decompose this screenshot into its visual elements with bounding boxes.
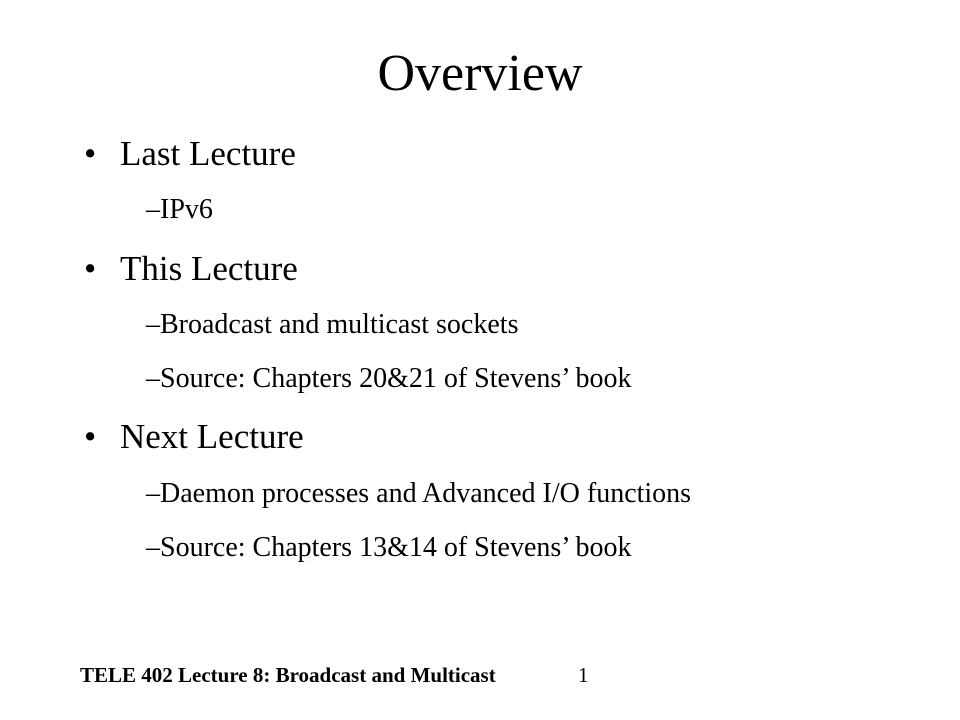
bullet-text: Next Lecture [120,417,304,456]
sub-item-text: Broadcast and multicast sockets [160,309,519,340]
sub-item-text: Source: Chapters 20&21 of Stevens’ book [160,363,632,394]
bullet-last-lecture [84,133,296,175]
dash-icon: – [146,194,160,225]
page-number: 1 [578,663,589,687]
sub-item-text: Source: Chapters 13&14 of Stevens’ book [160,532,632,563]
dash-icon: – [146,309,160,340]
sub-item-daemon [146,477,691,511]
sub-item-broadcast-multicast [146,308,518,342]
bullet-text: This Lecture [120,249,298,288]
bullet-icon: • [84,417,97,456]
bullet-icon: • [84,134,97,173]
bullet-text: Last Lecture [120,134,296,173]
sub-item-source-13-14 [146,531,632,565]
bullet-icon: • [84,249,97,288]
sub-item-text: Daemon processes and Advanced I/O functions [160,478,692,509]
bullet-next-lecture [84,416,304,458]
dash-icon: – [146,478,160,509]
dash-icon: – [146,532,160,563]
slide-title: Overview [377,45,583,102]
bullet-this-lecture [84,248,298,290]
sub-item-ipv6 [146,193,213,227]
sub-item-source-20-21 [146,362,632,396]
sub-item-text: IPv6 [160,194,213,225]
dash-icon: – [146,363,160,394]
slide-footer: TELE 402 Lecture 8: Broadcast and Multicast [80,663,496,687]
